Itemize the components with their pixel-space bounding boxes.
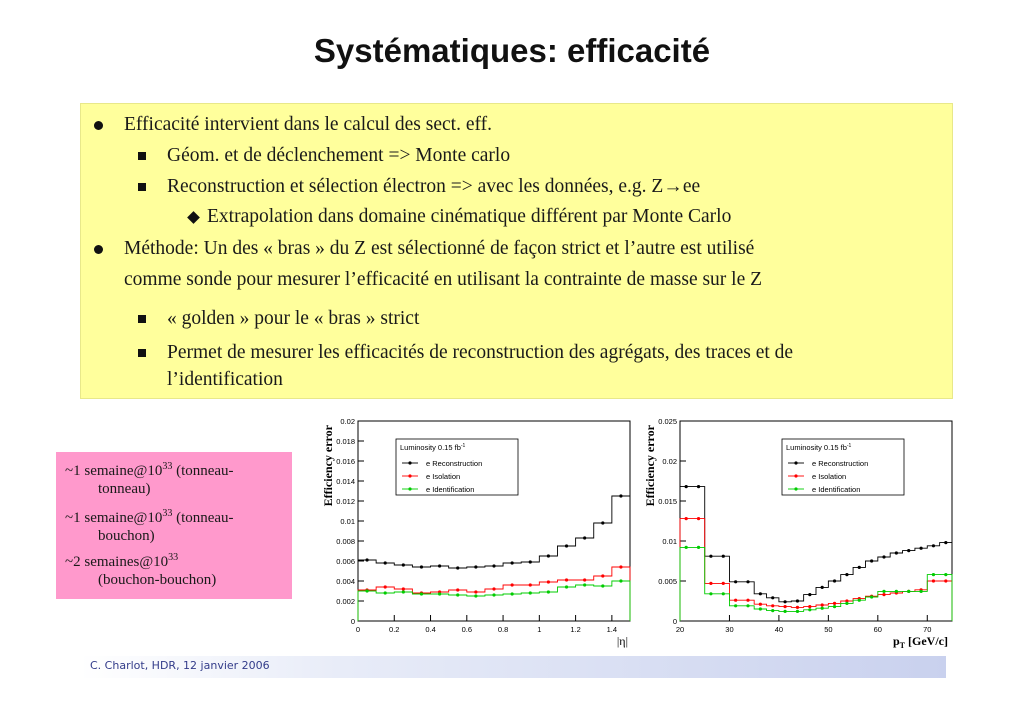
data-point: [771, 596, 774, 599]
data-point: [808, 608, 811, 611]
data-point: [697, 485, 700, 488]
data-point: [796, 599, 799, 602]
data-point: [895, 590, 898, 593]
data-point: [907, 549, 910, 552]
note-box: [56, 452, 292, 599]
legend-marker: [794, 474, 797, 477]
data-point: [821, 607, 824, 610]
data-point: [511, 592, 514, 595]
y-tick-label: 0.01: [662, 537, 677, 546]
y-axis-label: Efficiency error: [321, 425, 335, 507]
note-line: bouchon): [98, 528, 155, 544]
data-point: [722, 555, 725, 558]
data-point: [456, 588, 459, 591]
legend-label: e Identification: [426, 485, 475, 494]
y-tick-label: 0: [672, 617, 677, 626]
note-line: ~2 $semaines@10^{33}$: [65, 552, 179, 570]
data-point: [565, 585, 568, 588]
x-tick-label: 60: [873, 625, 882, 634]
data-point: [583, 536, 586, 539]
data-point: [796, 606, 799, 609]
data-point: [808, 593, 811, 596]
y-tick-label: 0.005: [658, 577, 677, 586]
data-point: [932, 573, 935, 576]
data-point: [734, 599, 737, 602]
bullet-text: « golden » pour le « bras » strict: [167, 308, 420, 329]
data-point: [601, 521, 604, 524]
data-point: [685, 546, 688, 549]
data-point: [709, 592, 712, 595]
data-point: [746, 580, 749, 583]
data-point: [492, 564, 495, 567]
y-tick-label: 0.02: [662, 457, 677, 466]
data-point: [685, 517, 688, 520]
x-tick-label: 30: [725, 625, 734, 634]
note-line: (bouchon-bouchon): [98, 572, 217, 588]
footer-text: C. Charlot, HDR, 12 janvier 2006: [90, 659, 270, 672]
data-point: [722, 582, 725, 585]
legend-marker: [794, 487, 797, 490]
data-point: [709, 555, 712, 558]
note-line: ~1 $semaine@10^{33}$ (tonneau-: [65, 461, 234, 479]
data-point: [697, 517, 700, 520]
data-point: [833, 605, 836, 608]
legend-marker: [408, 487, 411, 490]
bullet-text: l’identification: [167, 369, 283, 390]
x-tick-label: 0.4: [425, 625, 436, 634]
y-tick-label: 0.014: [336, 477, 355, 486]
data-point: [420, 565, 423, 568]
legend-title: Luminosity 0.15 $fb^{-1}$: [786, 443, 852, 452]
square-bullet-icon: [138, 315, 146, 323]
data-point: [759, 592, 762, 595]
diamond-bullet-icon: [187, 211, 200, 224]
bullet-text: Efficacité intervient dans le calcul des sect. eff.: [124, 114, 492, 135]
square-bullet-icon: [138, 183, 146, 191]
data-point: [783, 610, 786, 613]
data-point: [583, 578, 586, 581]
data-point: [529, 591, 532, 594]
eta-efficiency-chart: [312, 413, 632, 649]
bullet-text: Permet de mesurer les efficacités de reconstruction des agrégats, des traces et de: [167, 342, 794, 363]
x-tick-label: 50: [824, 625, 833, 634]
data-point: [944, 541, 947, 544]
data-point: [845, 602, 848, 605]
bullet-text: Géom. et de déclenchement => Monte carlo: [167, 145, 511, 166]
data-point: [511, 561, 514, 564]
data-point: [619, 565, 622, 568]
data-point: [771, 609, 774, 612]
slide-title: Systématiques: efficacité: [313, 32, 711, 69]
data-point: [882, 590, 885, 593]
data-point: [565, 578, 568, 581]
data-point: [492, 587, 495, 590]
y-tick-label: 0.02: [340, 417, 355, 426]
legend-title: Luminosity 0.15 $fb^{-1}$: [400, 443, 466, 452]
legend-label: e Isolation: [812, 472, 847, 481]
square-bullet-icon: [138, 349, 146, 357]
data-point: [944, 573, 947, 576]
data-point: [907, 590, 910, 593]
data-point: [601, 574, 604, 577]
note-line: ~1 $semaine@10^{33}$ (tonneau-: [65, 508, 234, 526]
data-point: [734, 604, 737, 607]
content-box: [80, 103, 953, 399]
data-point: [619, 494, 622, 497]
data-point: [895, 551, 898, 554]
x-tick-label: 70: [923, 625, 932, 634]
data-point: [420, 592, 423, 595]
data-point: [402, 587, 405, 590]
y-tick-label: 0.01: [340, 517, 355, 526]
data-point: [474, 590, 477, 593]
data-point: [759, 603, 762, 606]
data-point: [771, 604, 774, 607]
data-point: [709, 582, 712, 585]
data-point: [365, 589, 368, 592]
x-tick-label: 40: [774, 625, 784, 634]
data-point: [492, 593, 495, 596]
bullet-text: comme sonde pour mesurer l’efficacité en utilisant la contrainte de masse sur le Z: [124, 269, 763, 290]
data-point: [759, 607, 762, 610]
bullet-text: Extrapolation dans domaine cinématique différent par Monte Carlo: [207, 206, 732, 227]
data-point: [402, 563, 405, 566]
round-bullet-icon: [94, 245, 103, 254]
y-tick-label: 0.016: [336, 457, 355, 466]
data-point: [456, 566, 459, 569]
data-point: [833, 579, 836, 582]
data-point: [870, 559, 873, 562]
data-point: [402, 590, 405, 593]
x-tick-label: 0.6: [461, 625, 473, 634]
data-point: [697, 546, 700, 549]
data-point: [746, 599, 749, 602]
y-tick-label: 0.015: [658, 497, 677, 506]
x-tick-label: 1.2: [570, 625, 581, 634]
legend-marker: [408, 474, 411, 477]
data-point: [547, 580, 550, 583]
x-tick-label: 0.8: [497, 625, 509, 634]
data-point: [821, 586, 824, 589]
data-point: [384, 561, 387, 564]
data-point: [384, 591, 387, 594]
data-point: [456, 593, 459, 596]
data-point: [511, 583, 514, 586]
data-point: [845, 573, 848, 576]
data-point: [722, 592, 725, 595]
data-point: [833, 602, 836, 605]
data-point: [882, 593, 885, 596]
footer-bar: [80, 656, 946, 678]
y-tick-label: 0.004: [336, 577, 355, 586]
data-point: [746, 604, 749, 607]
data-point: [808, 605, 811, 608]
data-point: [474, 594, 477, 597]
data-point: [783, 600, 786, 603]
x-tick-label: 20: [675, 625, 685, 634]
data-point: [547, 554, 550, 557]
legend-label: e Reconstruction: [812, 459, 869, 468]
data-point: [882, 555, 885, 558]
data-point: [932, 544, 935, 547]
data-point: [438, 564, 441, 567]
data-point: [365, 558, 368, 561]
data-point: [529, 560, 532, 563]
data-point: [438, 592, 441, 595]
data-point: [944, 579, 947, 582]
data-point: [932, 579, 935, 582]
legend-marker: [794, 461, 797, 464]
x-tick-label: 1: [537, 625, 542, 634]
data-point: [583, 583, 586, 586]
data-point: [619, 579, 622, 582]
x-tick-label: 0: [355, 625, 361, 634]
data-point: [870, 595, 873, 598]
data-point: [474, 565, 477, 568]
legend-marker: [408, 461, 411, 464]
y-axis-label: Efficiency error: [643, 425, 657, 507]
legend-label: e Isolation: [426, 472, 461, 481]
y-tick-label: 0.025: [658, 417, 677, 426]
x-axis-label: $p_T$ [GeV/c]: [892, 634, 948, 649]
data-point: [858, 566, 861, 569]
data-point: [796, 610, 799, 613]
legend-label: e Reconstruction: [426, 459, 483, 468]
data-point: [919, 590, 922, 593]
data-point: [529, 583, 532, 586]
note-line: tonneau): [98, 481, 151, 497]
y-tick-label: 0.002: [336, 597, 355, 606]
data-point: [565, 544, 568, 547]
bullet-text: Reconstruction et sélection électron => avec les données, e.g. Z→ee: [167, 176, 701, 197]
data-point: [734, 580, 737, 583]
y-tick-label: 0.012: [336, 497, 355, 506]
data-point: [858, 599, 861, 602]
data-point: [547, 590, 550, 593]
data-point: [821, 603, 824, 606]
pt-efficiency-chart: [636, 413, 956, 649]
x-tick-label: 0.2: [389, 625, 400, 634]
x-axis-label: |η|: [616, 634, 628, 648]
x-tick-label: 1.4: [606, 625, 618, 634]
y-tick-label: 0.008: [336, 537, 355, 546]
square-bullet-icon: [138, 152, 146, 160]
y-tick-label: 0: [350, 617, 355, 626]
bullet-text: Méthode: Un des « bras » du Z est sélectionné de façon strict et l’autre est utilisé: [124, 238, 755, 259]
data-point: [601, 584, 604, 587]
data-point: [384, 585, 387, 588]
y-tick-label: 0.018: [336, 437, 355, 446]
data-point: [919, 547, 922, 550]
data-point: [783, 605, 786, 608]
legend-label: e Identification: [812, 485, 861, 494]
round-bullet-icon: [94, 121, 103, 130]
y-tick-label: 0.006: [336, 557, 355, 566]
data-point: [685, 485, 688, 488]
